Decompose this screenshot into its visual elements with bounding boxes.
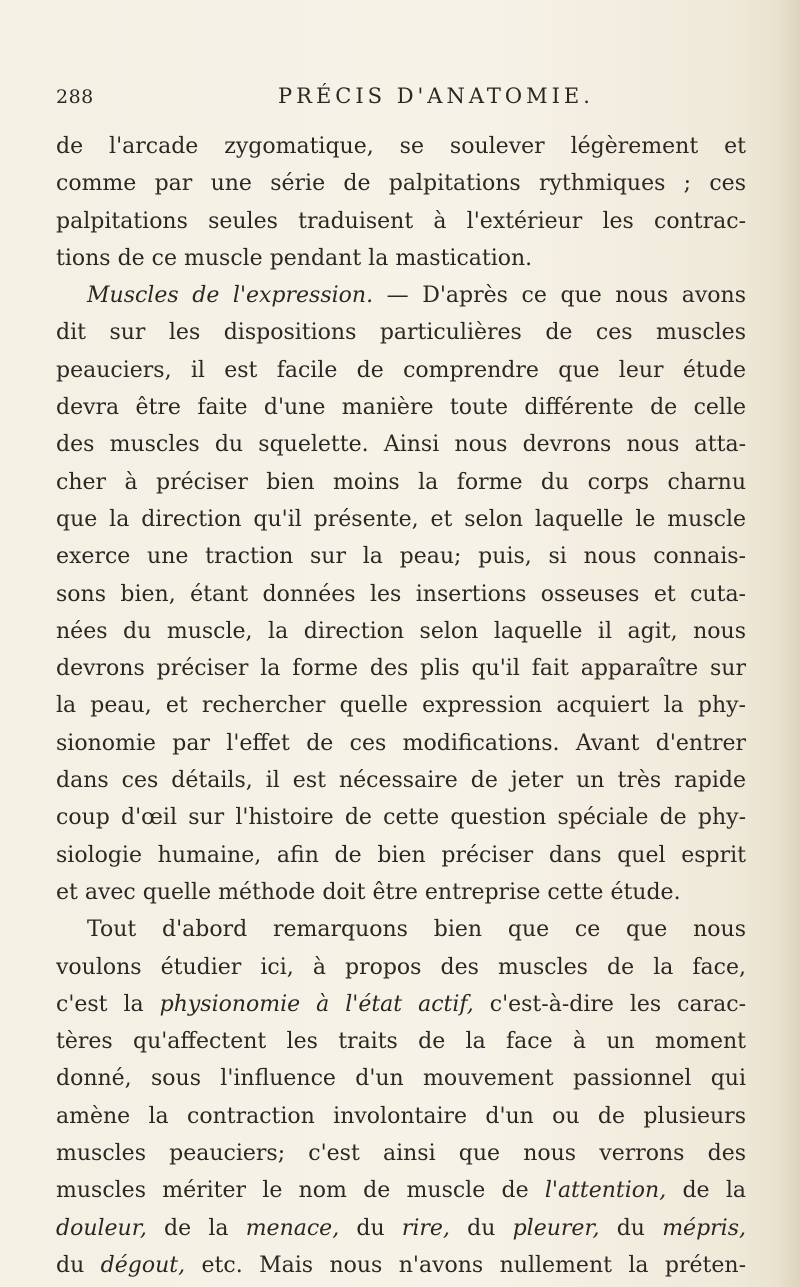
text-line <box>56 762 746 799</box>
text-run: et avec quelle méthode doit être entreprise cette étude. <box>56 879 681 905</box>
text-line <box>56 165 746 202</box>
text-run: du <box>599 1215 663 1241</box>
text-line <box>56 576 746 613</box>
text-run: devra être faite d'une manière toute différente de celle <box>56 395 746 421</box>
italic-text: menace, <box>245 1215 340 1241</box>
text-run: sionomie par l'effet de ces modifications. Avant d'entrer <box>56 730 746 756</box>
text-line <box>56 1098 746 1135</box>
text-run: la peau, et rechercher quelle expression acquiert la phy- <box>56 693 746 719</box>
text-line <box>56 314 746 351</box>
text-line <box>56 1135 746 1172</box>
text-run: muscles mériter le nom de muscle de <box>56 1178 545 1204</box>
italic-text: dégout, <box>100 1252 186 1278</box>
text-line <box>56 240 746 277</box>
italic-text: l'attention, <box>544 1178 667 1204</box>
text-line <box>56 799 746 836</box>
text-run: sons bien, étant données les insertions osseuses et cuta- <box>56 581 746 607</box>
text-run: exerce une traction sur la peau; puis, si nous connais- <box>56 544 746 570</box>
text-run: de la <box>146 1215 246 1241</box>
text-run: dit sur les dispositions particulières de ces muscles <box>56 320 746 346</box>
text-line <box>56 949 746 986</box>
text-line <box>56 613 746 650</box>
page-number: 288 <box>56 86 94 108</box>
text-line <box>56 1247 746 1284</box>
text-line <box>56 277 746 314</box>
text-run: siologie humaine, afin de bien préciser dans quel esprit <box>56 842 746 868</box>
text-line <box>56 1060 746 1097</box>
text-run: c'est la <box>56 991 160 1017</box>
italic-text: douleur, <box>56 1215 147 1241</box>
text-run: amène la contraction involontaire d'un ou de plusieurs <box>56 1103 746 1129</box>
running-title: PRÉCIS D'ANATOMIE. <box>278 84 594 108</box>
text-run: que la direction qu'il présente, et selon laquelle le muscle <box>56 506 746 532</box>
italic-text: mépris, <box>662 1215 746 1241</box>
text-line <box>56 128 746 165</box>
text-run: cher à préciser bien moins la forme du corps charnu <box>56 469 746 495</box>
text-run: de l'arcade zygomatique, se soulever légèrement et <box>56 134 746 159</box>
text-run: tères qu'affectent les traits de la face à un moment <box>56 1029 746 1055</box>
text-run: palpitations seules traduisent à l'extérieur les contrac- <box>56 208 746 234</box>
text-line <box>56 1210 746 1247</box>
text-run: c'est-à-dire les carac- <box>473 991 746 1017</box>
page-edge-shadow <box>778 0 800 1287</box>
text-run: devrons préciser la forme des plis qu'il fait apparaître sur <box>56 656 746 682</box>
text-run: du <box>449 1215 513 1241</box>
text-run: du <box>339 1215 402 1241</box>
text-line <box>56 464 746 501</box>
text-line <box>56 986 746 1023</box>
text-run: voulons étudier ici, à propos des muscles de la face, <box>56 954 746 980</box>
text-line <box>56 687 746 724</box>
text-line <box>56 911 746 948</box>
text-run: donné, sous l'influence d'un mouvement passionnel qui <box>56 1066 746 1092</box>
italic-text: physionomie à l'état actif, <box>159 991 474 1017</box>
italic-text: Muscles de l'expression. <box>87 283 374 309</box>
text-line <box>56 1172 746 1209</box>
text-line <box>56 837 746 874</box>
text-run: du <box>56 1252 101 1278</box>
text-run: muscles peauciers; c'est ainsi que nous verrons des <box>56 1141 746 1167</box>
text-run: peauciers, il est facile de comprendre que leur étude <box>56 357 746 383</box>
italic-text: rire, <box>401 1215 450 1241</box>
italic-text: pleurer, <box>512 1215 600 1241</box>
text-line <box>56 725 746 762</box>
text-run: des muscles du squelette. Ainsi nous devrons nous atta- <box>56 432 746 458</box>
text-run: — D'après ce que nous avons <box>373 283 746 309</box>
text-run: coup d'œil sur l'histoire de cette question spéciale de phy- <box>56 805 746 831</box>
text-line <box>56 538 746 575</box>
text-run: de la <box>666 1178 746 1204</box>
text-run: dans ces détails, il est nécessaire de jeter un très rapide <box>56 768 746 794</box>
text-line <box>56 650 746 687</box>
text-run: etc. Mais nous n'avons nullement la préten- <box>185 1252 746 1278</box>
text-run: nées du muscle, la direction selon laquelle il agit, nous <box>56 618 746 644</box>
body-text <box>56 128 746 1284</box>
text-run: comme par une série de palpitations rythmiques ; ces <box>56 171 746 197</box>
text-line <box>56 203 746 240</box>
text-run: Tout d'abord remarquons bien que ce que nous <box>87 917 746 943</box>
text-run: tions de ce muscle pendant la mastication. <box>56 245 533 271</box>
text-line <box>56 1023 746 1060</box>
text-line <box>56 501 746 538</box>
text-line <box>56 352 746 389</box>
text-line <box>56 426 746 463</box>
text-line <box>56 874 746 911</box>
page-header <box>56 84 746 108</box>
text-line <box>56 389 746 426</box>
